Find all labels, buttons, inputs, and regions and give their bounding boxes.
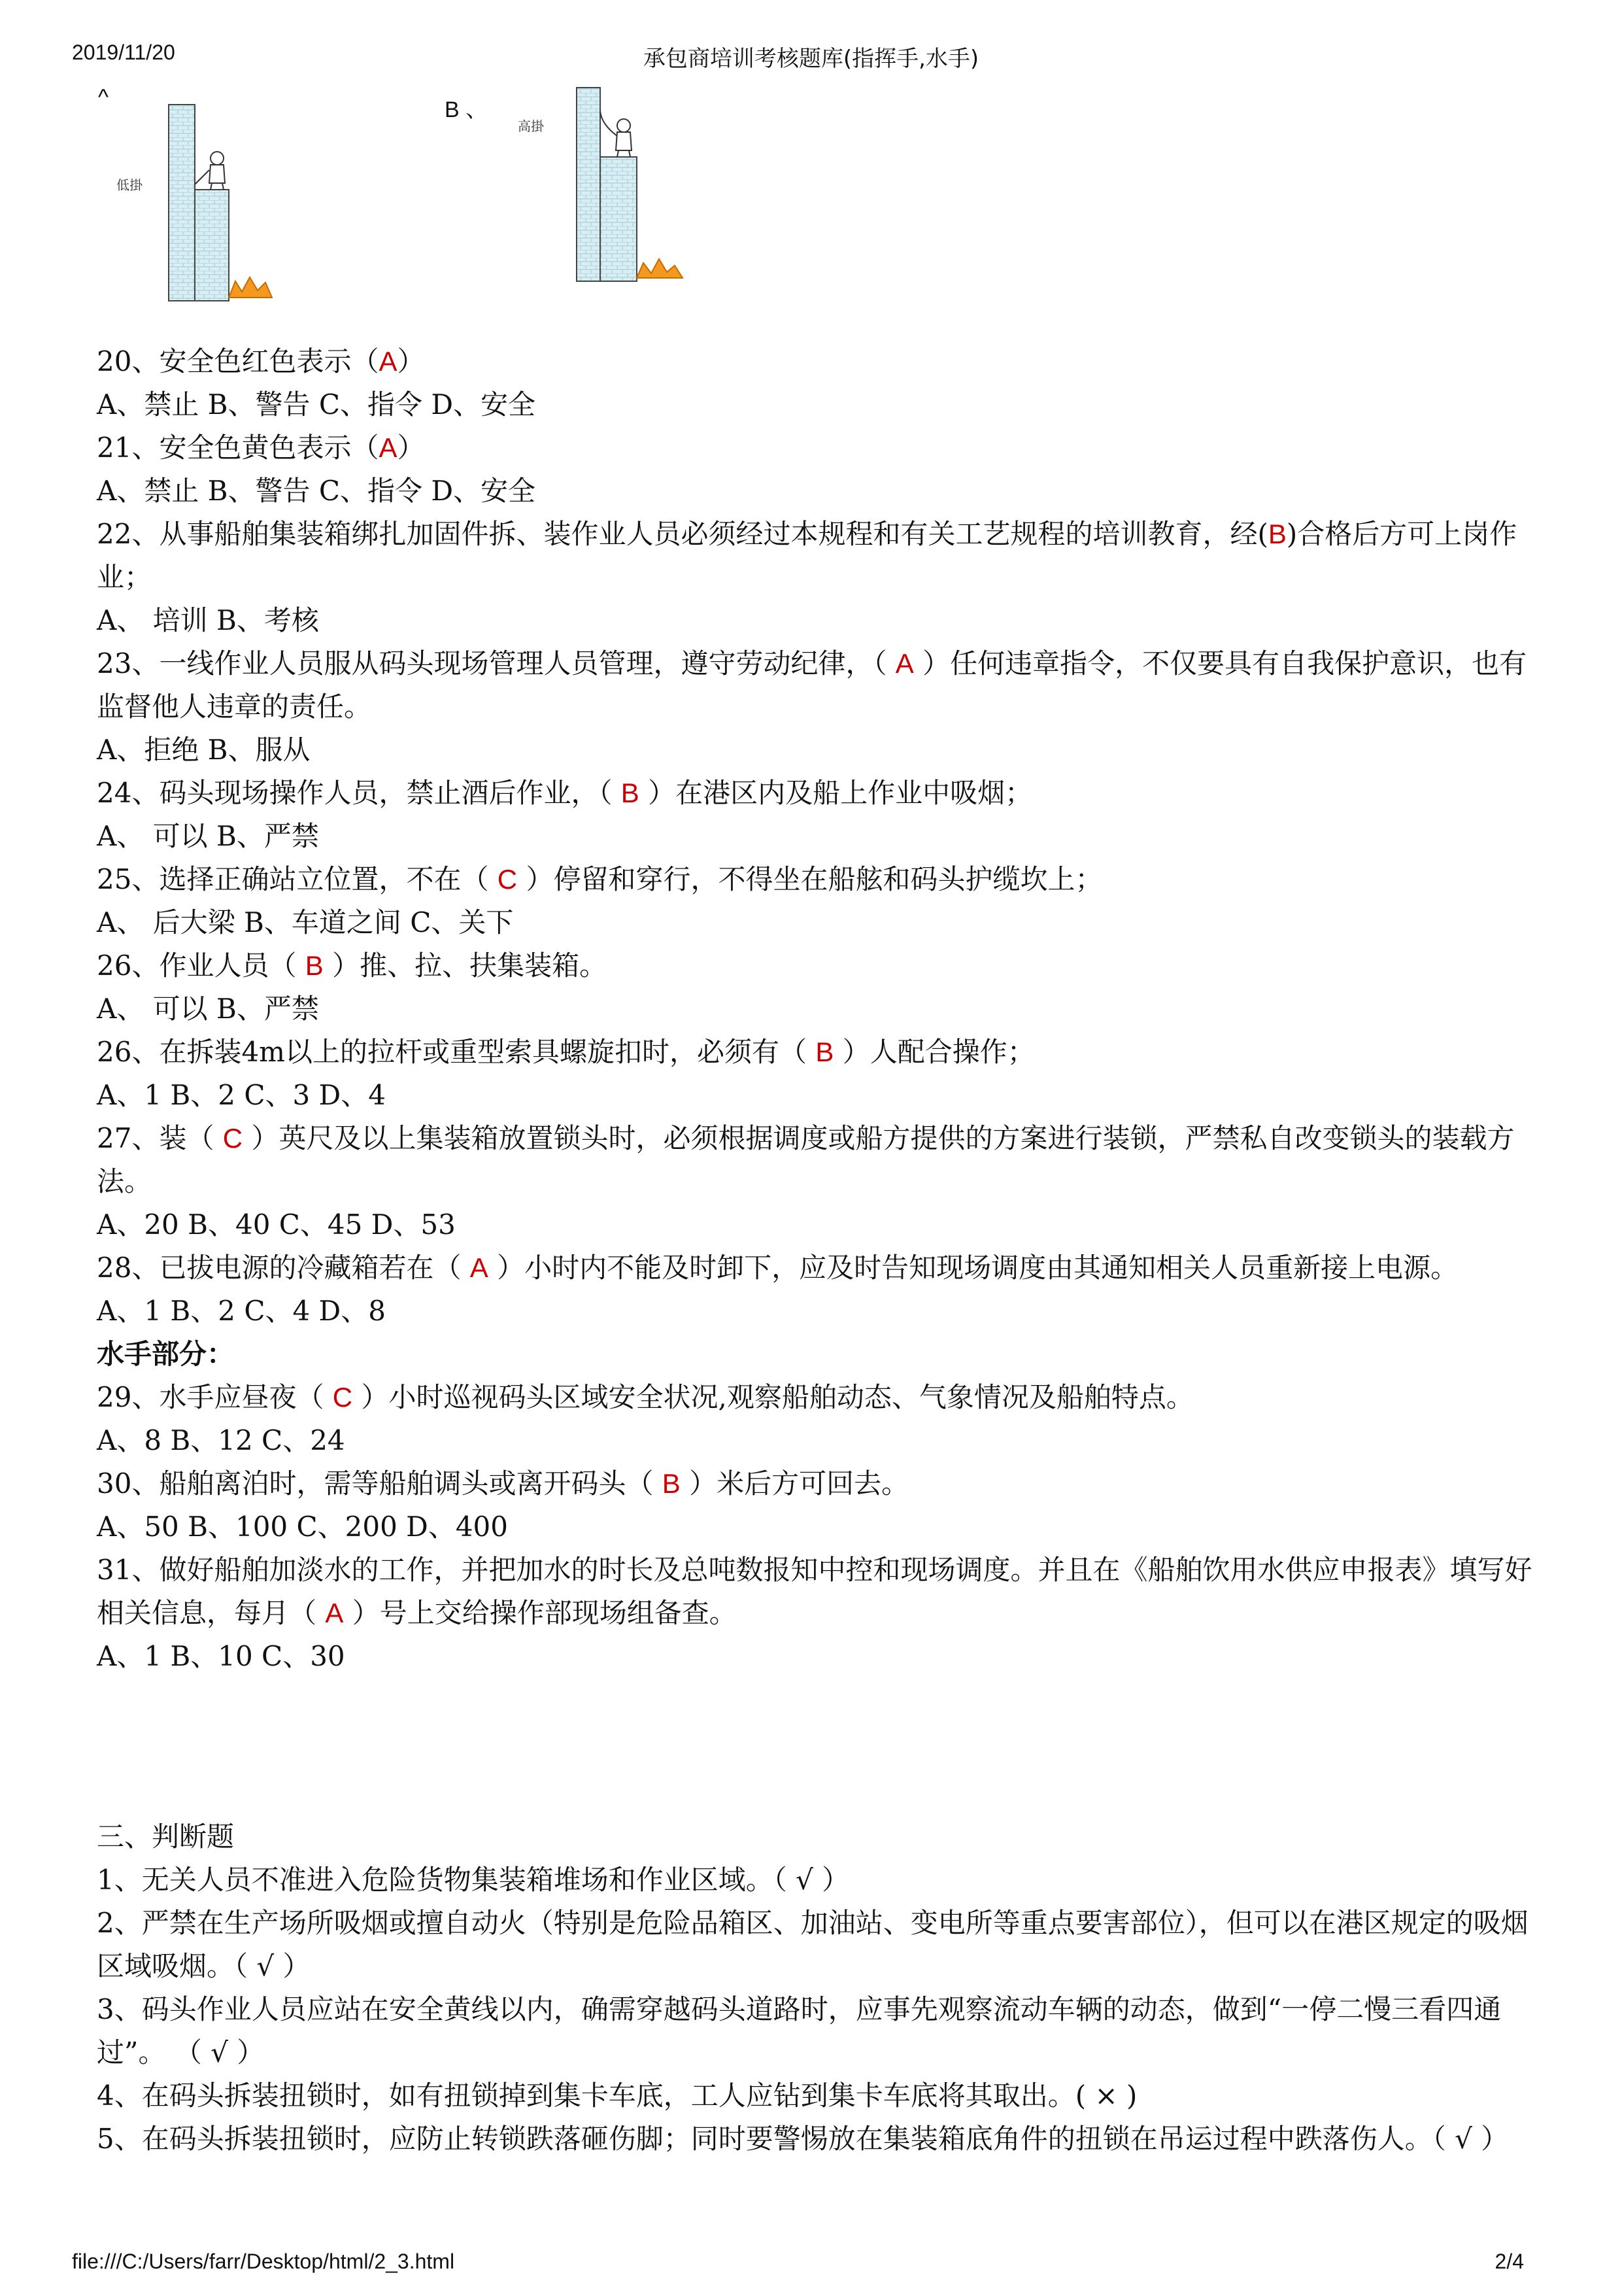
question-line <box>97 772 1548 815</box>
judge-item: 4、在码头拆装扭锁时，如有扭锁掉到集卡车底，工人应钻到集卡车底将其取出。( × ) <box>97 2080 1138 2112</box>
option-line <box>97 1635 1548 1678</box>
question-list <box>97 340 1548 1333</box>
question-text: 29、水手应昼夜（ <box>97 1381 333 1413</box>
question-text-tail: ）停留和穿行，不得坐在船舷和码头护缆坎上； <box>517 863 1103 895</box>
question-line <box>97 1376 1548 1419</box>
figure-a-low-hang-illustration <box>105 98 301 307</box>
question-text-tail: ） <box>397 345 425 377</box>
answer-mark: A <box>469 1252 488 1283</box>
answer-mark: A <box>379 432 397 463</box>
question-text-tail: ）推、拉、扶集装箱。 <box>323 950 607 982</box>
question-line <box>97 340 1548 383</box>
question-text: 22、从事船舶集装箱绑扎加固件拆、装作业人员必须经过本规程和有关工艺规程的培训教育，经( <box>97 518 1268 550</box>
option-line <box>97 1203 1548 1246</box>
option-line <box>97 1505 1548 1549</box>
answer-mark: B <box>662 1468 681 1499</box>
question-line <box>97 1246 1548 1290</box>
footer-path: file:///C:/Users/farr/Desktop/html/2_3.html <box>72 2250 455 2273</box>
question-text: 25、选择正确站立位置，不在（ <box>97 863 498 895</box>
question-line <box>97 1549 1548 1635</box>
footer-page-number: 2/4 <box>1495 2250 1524 2273</box>
question-line <box>97 1031 1548 1074</box>
option-line <box>97 1074 1548 1117</box>
question-text: 23、一线作业人员服从码头现场管理人员管理，遵守劳动纪律，（ <box>97 647 896 679</box>
option-line <box>97 599 1548 642</box>
question-text: A、 后大梁 B、车道之间 C、关下 <box>97 906 514 938</box>
question-line <box>97 513 1548 599</box>
question-text-tail: ）人配合操作； <box>834 1036 1035 1068</box>
question-text: A、50 B、100 C、200 D、400 <box>97 1511 508 1543</box>
question-text: 21、安全色黄色表示（ <box>97 432 379 464</box>
question-text: A、1 B、10 C、30 <box>97 1640 345 1672</box>
question-text: A、1 B、2 C、4 D、8 <box>97 1295 386 1327</box>
answer-mark: C <box>332 1382 353 1413</box>
option-line <box>97 1419 1548 1462</box>
figure-b-high-hang-illustration <box>497 85 706 288</box>
document-body <box>97 340 1548 2161</box>
option-line <box>97 728 1548 772</box>
question-text: A、禁止 B、警告 C、指令 D、安全 <box>97 475 536 507</box>
option-line <box>97 815 1548 858</box>
figure-a-label: ^ <box>98 85 109 110</box>
question-text: 27、装（ <box>97 1122 223 1154</box>
option-line <box>97 470 1548 513</box>
question-line <box>97 1117 1548 1203</box>
option-line <box>97 901 1548 944</box>
answer-mark: B <box>815 1037 834 1067</box>
question-line <box>97 426 1548 470</box>
header-date: 2019/11/20 <box>72 41 175 64</box>
judge-item: 2、严禁在生产场所吸烟或擅自动火（特别是危险品箱区、加油站、变电所等重点要害部位），但可以在港区规定的吸烟区域吸烟。（ √ ） <box>97 1907 1529 1982</box>
question-text: 28、已拔电源的冷藏箱若在（ <box>97 1252 470 1284</box>
judge-item: 5、在码头拆装扭锁时，应防止转锁跌落砸伤脚；同时要警惕放在集装箱底角件的扭锁在吊运过程中跌落伤人。（ √ ） <box>97 2123 1509 2155</box>
answer-mark: A <box>379 346 397 377</box>
figure-b-sign: 高掛 <box>518 118 544 134</box>
question-text: A、禁止 B、警告 C、指令 D、安全 <box>97 388 536 420</box>
answer-mark: B <box>305 950 324 981</box>
option-line <box>97 1290 1548 1333</box>
question-text-tail: ）号上交给操作部现场组备查。 <box>343 1597 737 1629</box>
judge-section-title: 三、判断题 <box>97 1821 235 1853</box>
question-text: A、拒绝 B、服从 <box>97 734 311 766</box>
header-title: 承包商培训考核题库(指挥手,水手) <box>643 46 979 72</box>
question-text: A、 可以 B、严禁 <box>97 820 319 852</box>
question-text: A、 培训 B、考核 <box>97 604 319 636</box>
question-text: 30、船舶离泊时，需等船舶调头或离开码头（ <box>97 1467 662 1499</box>
sailor-section-title: 水手部分： <box>97 1338 235 1370</box>
question-text: 26、在拆装4m以上的拉杆或重型索具螺旋扣时，必须有（ <box>97 1036 816 1068</box>
option-line <box>97 987 1548 1031</box>
question-line <box>97 1462 1548 1505</box>
question-text: 20、安全色红色表示（ <box>97 345 379 377</box>
question-text-tail: ）小时巡视码头区域安全状况,观察船舶动态、气象情况及船舶特点。 <box>352 1381 1194 1413</box>
answer-mark: B <box>620 778 639 808</box>
question-text: A、 可以 B、严禁 <box>97 993 319 1025</box>
question-text-tail: ）英尺及以上集装箱放置锁头时，必须根据调度或船方提供的方案进行装锁，严禁私自改变锁头的装载方法。 <box>97 1122 1515 1197</box>
question-text: 24、码头现场操作人员，禁止酒后作业，（ <box>97 777 621 809</box>
answer-mark: C <box>222 1123 243 1154</box>
question-text: A、20 B、40 C、45 D、53 <box>97 1208 456 1241</box>
question-text: 26、作业人员（ <box>97 950 305 982</box>
option-line <box>97 383 1548 426</box>
question-text: A、8 B、12 C、24 <box>97 1424 345 1456</box>
answer-mark: A <box>895 648 914 679</box>
question-text-tail: ）任何违章指令，不仅要具有自我保护意识，也有监督他人违章的责任。 <box>97 647 1527 723</box>
figure-b-label: B 、 <box>445 97 488 122</box>
question-text-tail: ）在港区内及船上作业中吸烟； <box>639 777 1033 809</box>
judge-item: 3、码头作业人员应站在安全黄线以内，确需穿越码头道路时，应事先观察流动车辆的动态，做到“一停二慢三看四通过”。 （ √ ） <box>97 1993 1502 2068</box>
question-text: A、1 B、2 C、3 D、4 <box>97 1079 386 1111</box>
question-text-tail: )合格后方可上岗作业； <box>97 518 1517 593</box>
question-text-tail: ）小时内不能及时卸下，应及时告知现场调度由其通知相关人员重新接上电源。 <box>488 1252 1459 1284</box>
question-text-tail: ） <box>397 432 425 464</box>
question-line <box>97 642 1548 728</box>
figure-a-sign: 低掛 <box>116 177 143 193</box>
answer-mark: B <box>1268 519 1287 549</box>
answer-mark: C <box>497 864 518 895</box>
sailor-question-list <box>97 1376 1548 1678</box>
question-line <box>97 858 1548 901</box>
question-text-tail: ）米后方可回去。 <box>680 1467 909 1499</box>
question-line <box>97 944 1548 987</box>
question-text: 31、做好船舶加淡水的工作，并把加水的时长及总吨数报知中控和现场调度。并且在《船舶饮用水供应申报表》填写好相关信息，每月（ <box>97 1554 1532 1629</box>
judge-item: 1、无关人员不准进入危险货物集装箱堆场和作业区域。（ √ ） <box>97 1864 850 1896</box>
answer-mark: A <box>325 1598 344 1628</box>
judge-list <box>97 1859 1548 2161</box>
